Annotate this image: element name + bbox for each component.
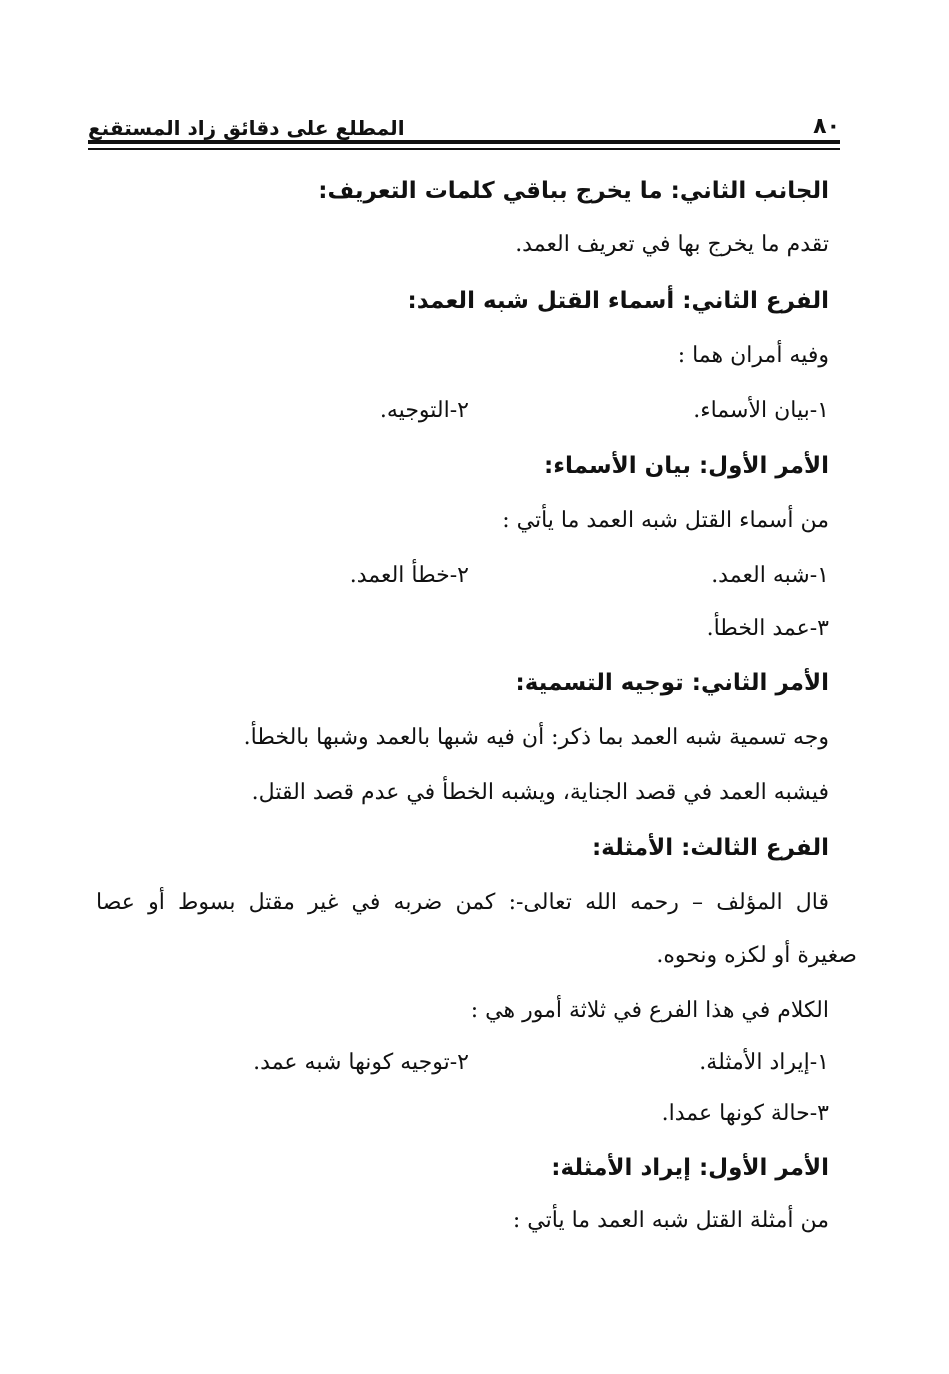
section-heading: الجانب الثاني: ما يخرج بباقي كلمات التعريف:: [318, 178, 829, 204]
list-item-second-column: ٢-خطأ العمد.: [349, 563, 469, 588]
list-item-second-column: ٢-توجيه كونها شبه عمد.: [253, 1050, 469, 1075]
page-header: [88, 98, 840, 138]
text-line: ٣-حالة كونها عمدا.: [661, 1101, 829, 1126]
text-line: ١-إيراد الأمثلة.: [699, 1050, 829, 1075]
text-line: من أمثلة القتل شبه العمد ما يأتي :: [512, 1208, 829, 1233]
text-line: ١-بيان الأسماء.: [693, 398, 829, 423]
section-heading: الأمر الأول: بيان الأسماء:: [544, 453, 829, 479]
header-rule-thin: [88, 148, 840, 150]
text-line: تقدم ما يخرج بها في تعريف العمد.: [515, 232, 829, 257]
text-line: ٣-عمد الخطأ.: [706, 616, 829, 641]
section-heading: الأمر الأول: إيراد الأمثلة:: [551, 1155, 829, 1181]
text-line: الكلام في هذا الفرع في ثلاثة أمور هي :: [470, 998, 829, 1023]
section-heading: الفرع الثاني: أسماء القتل شبه العمد:: [407, 288, 829, 314]
text-line: قال المؤلف – رحمه الله تعالى-: كمن ضربه في غير مقتل بسوط أو عصا: [96, 890, 829, 915]
header-rule-thick: [88, 140, 840, 144]
text-line: من أسماء القتل شبه العمد ما يأتي :: [502, 508, 829, 533]
list-item-second-column: ٢-التوجيه.: [379, 398, 469, 423]
text-line: فيشبه العمد في قصد الجناية، ويشبه الخطأ في عدم قصد القتل.: [251, 780, 829, 805]
section-heading: الفرع الثالث: الأمثلة:: [591, 835, 829, 861]
text-line: صغيرة أو لكزه ونحوه.: [656, 943, 857, 968]
text-line: وجه تسمية شبه العمد بما ذكر: أن فيه شبها بالعمد وشبها بالخطأ.: [243, 725, 829, 750]
text-line: وفيه أمران هما :: [677, 343, 829, 368]
page-number: ٨٠: [813, 114, 840, 139]
text-line: ١-شبه العمد.: [711, 563, 829, 588]
running-title: المطلع على دقائق زاد المستقنع: [88, 116, 405, 140]
section-heading: الأمر الثاني: توجيه التسمية:: [515, 670, 829, 696]
